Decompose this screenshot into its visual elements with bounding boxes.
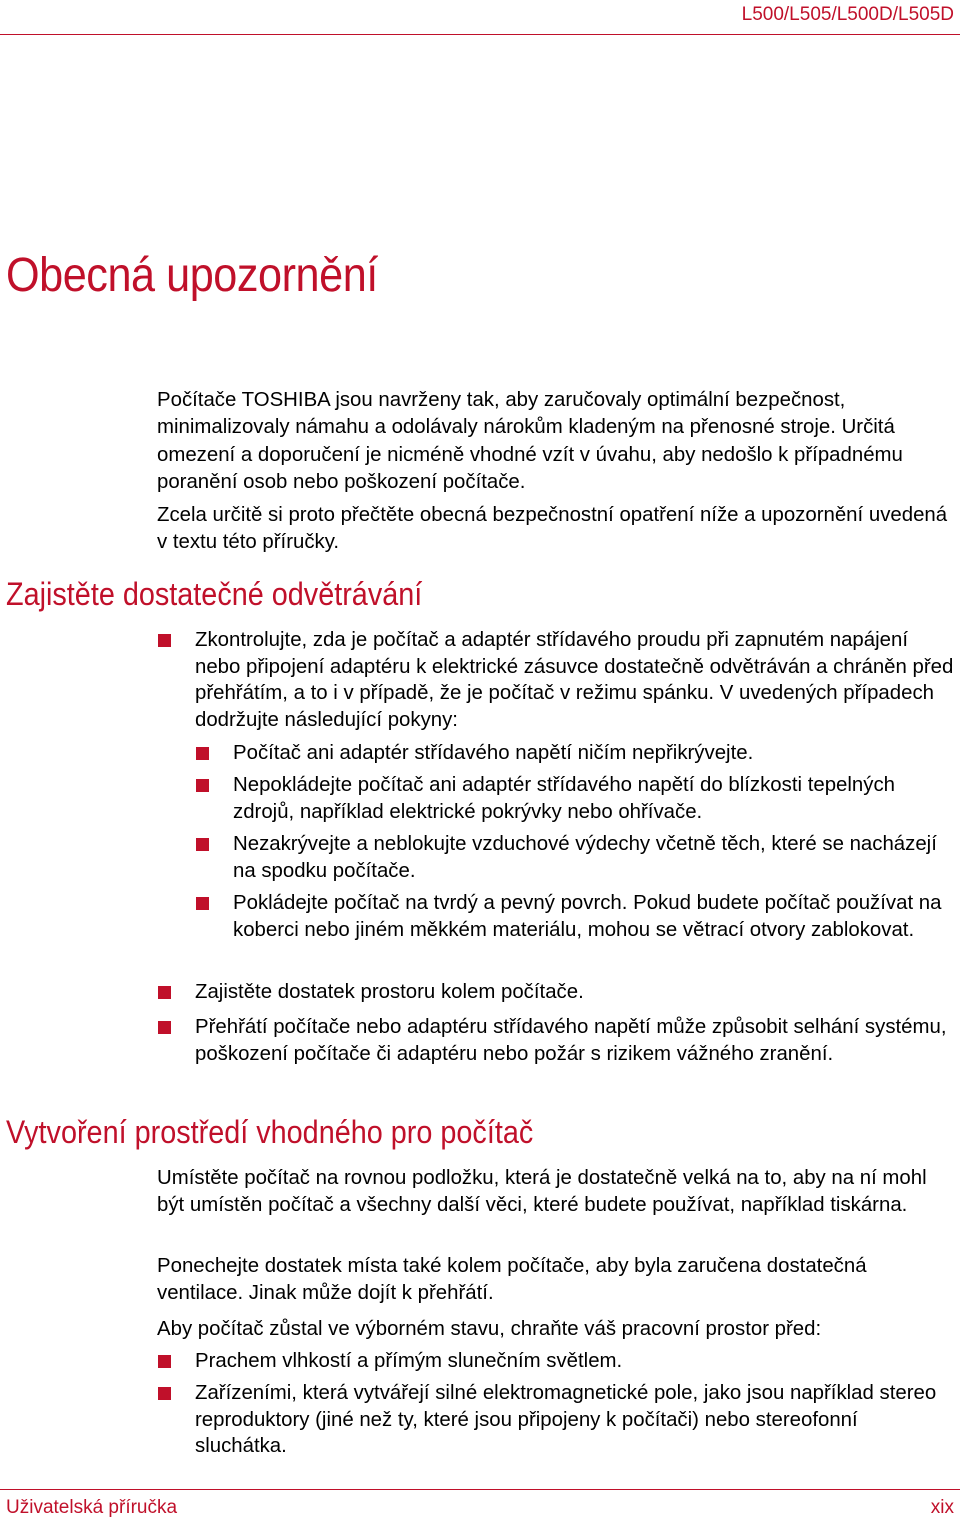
bullet-icon: [196, 779, 209, 792]
bullet-icon: [158, 986, 171, 999]
sub-list-item-text: Nepokládejte počítač ani adaptér střídavého napětí do blízkosti tepelných zdrojů, například elektrické pokrývky nebo ohřívače.: [233, 774, 895, 823]
sub-list-item: [233, 772, 957, 825]
sub-list-item: [233, 831, 957, 884]
bullet-icon: [158, 1355, 171, 1368]
list-item-text: Zajistěte dostatek prostoru kolem počítače.: [195, 981, 584, 1003]
list-item: [195, 1380, 955, 1460]
header-divider: [0, 34, 960, 35]
bullet-icon: [158, 1021, 171, 1034]
page-number: xix: [930, 1497, 954, 1518]
bullet-icon: [158, 634, 171, 647]
bullet-icon: [196, 838, 209, 851]
list-item: [195, 1348, 955, 1375]
list-item-text: Přehřátí počítače nebo adaptéru střídavého napětí může způsobit selhání systému, poškození počítače či adaptéru nebo požár s rizikem vážného zranění.: [195, 1016, 947, 1065]
sub-list-item-text: Pokládejte počítač na tvrdý a pevný povrch. Pokud budete počítač používat na koberci nebo jiném měkkém materiálu, mohou se větrací otvory zablokovat.: [233, 892, 942, 941]
page-title: Obecná upozornění: [6, 249, 378, 302]
list-item-text: Zkontrolujte, zda je počítač a adaptér střídavého proudu při zapnutém napájení nebo připojení adaptéru k elektrické zásuvce dostatečně odvětráván a chráněn před přehřátím, a to i v případě, že je počítač v režimu spánku. V uvedených případech dodržujte následující pokyny:: [195, 629, 954, 731]
sub-list-item-text: Nezakrývejte a neblokujte vzduchové výdechy včetně těch, které se nacházejí na spodku počítače.: [233, 833, 937, 882]
section-heading-ventilation: Zajistěte dostatečné odvětrávání: [6, 576, 423, 612]
footer-divider: [0, 1489, 960, 1490]
list-item-text: Zařízeními, která vytvářejí silné elektromagnetické pole, jako jsou například stereo reproduktory (jiné než ty, které jsou připojeny k počítači) nebo stereofonní sluchátka.: [195, 1382, 937, 1458]
list-item: [195, 627, 955, 733]
sub-list-item-text: Počítač ani adaptér střídavého napětí ničím nepřikrývejte.: [233, 742, 754, 764]
list-item: [195, 979, 955, 1006]
environment-paragraph-1: Umístěte počítač na rovnou podložku, která je dostatečně velká na to, aby na ní mohl být umístěn počítač a všechny další věci, které budete používat, například tiskárna.: [157, 1167, 927, 1216]
header-model: L500/L505/L500D/L505D: [741, 4, 954, 25]
environment-paragraph-3: Aby počítač zůstal ve výborném stavu, chraňte váš pracovní prostor před:: [157, 1318, 822, 1340]
list-item: [195, 1014, 955, 1067]
intro-paragraph-1: Počítače TOSHIBA jsou navrženy tak, aby zaručovaly optimální bezpečnost, minimalizovaly námahu a odolávaly nárokům kladeným na přenosné stroje. Určitá omezení a doporučení je nicméně vhodné vzít v úvahu, aby nedošlo k případnému poranění osob nebo poškození počítače.: [157, 389, 903, 493]
list-item-text: Prachem vlhkostí a přímým slunečním světlem.: [195, 1350, 623, 1372]
sub-list-item: [233, 740, 957, 767]
intro-paragraph-2: Zcela určitě si proto přečtěte obecná bezpečnostní opatření níže a upozornění uvedená v textu této příručky.: [157, 504, 948, 553]
bullet-icon: [158, 1387, 171, 1400]
footer-manual-title: Uživatelská příručka: [6, 1497, 178, 1518]
sub-list-item: [233, 890, 957, 943]
bullet-icon: [196, 747, 209, 760]
environment-paragraph-2: Ponechejte dostatek místa také kolem počítače, aby byla zaručena dostatečná ventilace. Jinak může dojít k přehřátí.: [157, 1255, 867, 1304]
bullet-icon: [196, 897, 209, 910]
section-heading-environment: Vytvoření prostředí vhodného pro počítač: [6, 1114, 534, 1150]
